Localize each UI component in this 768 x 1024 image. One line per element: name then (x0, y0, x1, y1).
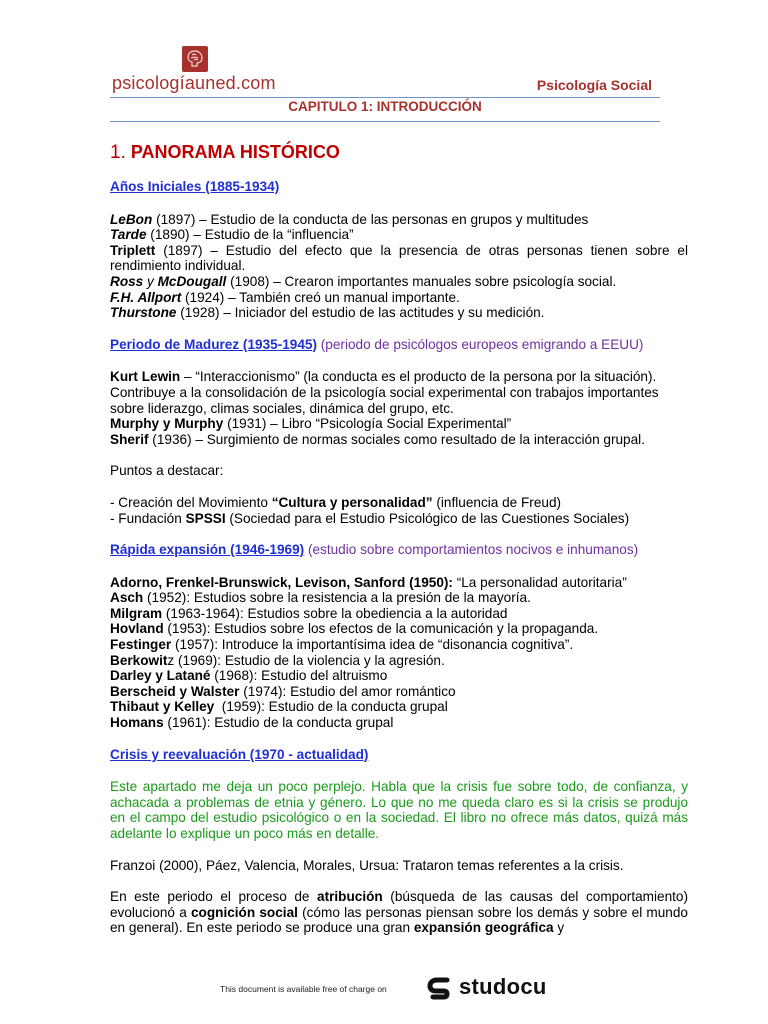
studocu-logo-icon (425, 974, 455, 1009)
footer (0, 970, 768, 1010)
header-rule-top (110, 97, 660, 98)
page-title (110, 140, 688, 165)
list-item: Thurstone (1928) – Iniciador del estudio de las actitudes y su medición. (110, 305, 545, 321)
list-item: Sherif (1936) – Surgimiento de normas sociales como resultado de la interacción grupal. (110, 431, 645, 447)
header-rule-bottom (110, 121, 660, 122)
list-item: Milgram (1963-1964): Estudios sobre la obediencia a la autoridad (110, 605, 508, 621)
list-item: Thibaut y Kelley (1959): Estudio de la conducta grupal (110, 699, 448, 715)
section-2-list (110, 369, 688, 447)
list-item: - Fundación SPSSI (Sociedad para el Estudio Psicológico de las Cuestiones Sociales) (110, 510, 630, 526)
points-title: Puntos a destacar: (110, 463, 224, 479)
title-text: PANORAMA HISTÓRICO (130, 142, 340, 162)
title-number: 1. (110, 142, 126, 163)
list-item: Murphy y Murphy (1931) – Libro “Psicología Social Experimental” (110, 416, 512, 432)
section-2-note: (periodo de psicólogos europeos emigrando a EEUU) (317, 336, 644, 352)
section-2-link[interactable]: Periodo de Madurez (1935-1945) (110, 336, 317, 352)
document-body (110, 140, 688, 952)
section-heading-3[interactable] (110, 542, 688, 558)
franzoi-paragraph: Franzoi (2000), Páez, Valencia, Morales, Ursua: Trataron temas referentes a la crisis. (110, 857, 624, 873)
section-heading-2[interactable] (110, 337, 688, 353)
section-3-note: (estudio sobre comportamientos nocivos e inhumanos) (304, 542, 639, 558)
list-item: LeBon (1897) – Estudio de la conducta de las personas en grupos y multitudes (110, 211, 589, 227)
footer-note: This document is available free of charge on (220, 984, 387, 994)
studocu-wordmark: studocu (459, 974, 547, 999)
list-item: Asch (1952): Estudios sobre la resistencia a la presión de la mayoría. (110, 590, 531, 606)
chapter-title: CAPITULO 1: INTRODUCCIÓN (288, 99, 482, 114)
logo-text: psicologíauned.com (112, 73, 276, 93)
section-4-link[interactable]: Crisis y reevaluación (1970 - actualidad) (110, 746, 369, 762)
section-1-list (110, 212, 688, 321)
section-1-link[interactable]: Años Iniciales (1885-1934) (110, 179, 280, 194)
points-list (110, 495, 688, 526)
list-item: Festinger (1957): Introduce la importantísima idea de “disonancia cognitiva”. (110, 637, 574, 653)
attribution-paragraph: En este periodo el proceso de atribución (búsqueda de las causas del comportamiento) evolucionó a cognición social (cómo las personas piensan sobre los demás y sobre el mundo en general). En este periodo se produce una gran expansión geográfica y (110, 889, 688, 936)
author-note: Este apartado me deja un poco perplejo. Habla que la crisis fue sobre todo, de confianza, y achacada a problemas de etnia y género. Lo que no me queda claro es si la crisis se produjo en el campo del estudio psicológico o en la sociedad. El libro no ofrece más datos, quizá más adelante lo explique un poco más en detalle. (110, 779, 688, 841)
section-3-list (110, 575, 688, 731)
site-logo[interactable] (112, 46, 282, 96)
list-item: Triplett (1897) – Estudio del efecto que la presencia de otras personas tienen sobre el rendimiento individual. (110, 242, 688, 274)
list-item: Kurt Lewin – “Interaccionismo” (la conducta es el producto de la persona por la situación). Contribuye a la consolidación de la psicología social experimental con trabajos importantes sobre liderazgo, climas sociales, dinámica del grupo, etc. (110, 369, 659, 416)
list-item: Tarde (1890) – Estudio de la “influencia” (110, 227, 354, 243)
list-item: F.H. Allport (1924) – También creó un manual importante. (110, 289, 460, 305)
list-item: Ross y McDougall (1908) – Crearon importantes manuales sobre psicología social. (110, 273, 617, 289)
list-item: Adorno, Frenkel-Brunswick, Levison, Sanford (1950): “La personalidad autoritaria” (110, 574, 627, 590)
list-item: Homans (1961): Estudio de la conducta grupal (110, 715, 394, 731)
list-item: - Creación del Movimiento “Cultura y personalidad” (influencia de Freud) (110, 494, 562, 510)
header-subject: Psicología Social (536, 77, 652, 93)
section-heading-4[interactable] (110, 747, 688, 763)
section-heading-1[interactable] (110, 179, 688, 195)
list-item: Berkowitz (1969): Estudio de la violencia y la agresión. (110, 652, 445, 668)
brain-logo-icon (182, 46, 208, 72)
list-item: Hovland (1953): Estudios sobre los efectos de la comunicación y la propaganda. (110, 621, 599, 637)
section-3-link[interactable]: Rápida expansión (1946-1969) (110, 542, 305, 558)
list-item: Darley y Latané (1968): Estudio del altruismo (110, 668, 388, 684)
list-item: Berscheid y Walster (1974): Estudio del amor romántico (110, 683, 456, 699)
